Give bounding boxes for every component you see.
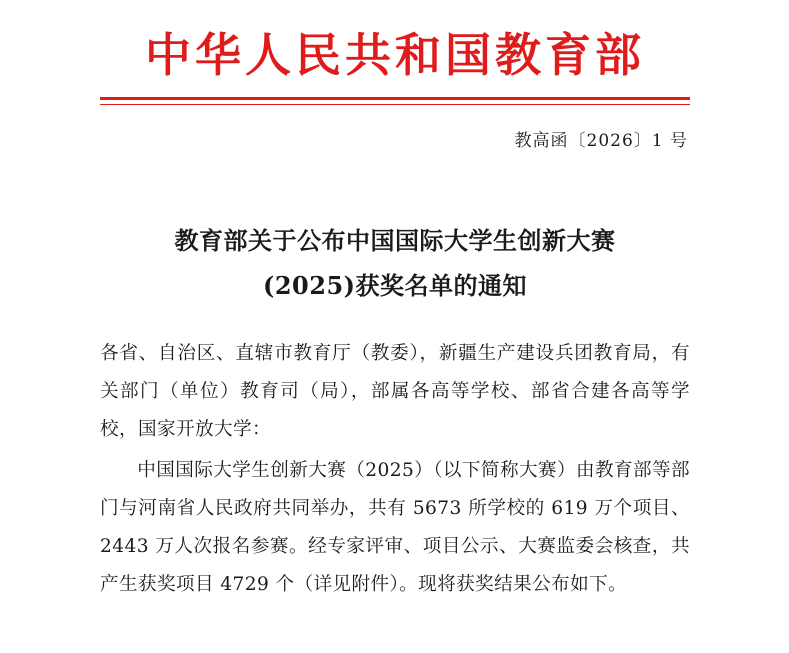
body-content: [100, 452, 690, 604]
salutation-block: [100, 335, 690, 449]
body-paragraph: 中国国际大学生创新大赛（2025）（以下简称大赛）由教育部等部门与河南省人民政府共同举办，共有 5673 所学校的 619 万个项目、2443 万人次报名参赛。经专家评审、项目公示、大赛监委会核查，共产生获奖项目 4729 个（详见附件）。现将获奖结果公布如下。: [100, 460, 690, 595]
document-title-line-2: (2025)获奖名单的通知: [262, 271, 527, 300]
salutation-text: 各省、自治区、直辖市教育厅（教委），新疆生产建设兵团教育局，有关部门（单位）教育司（局），部属各高等学校、部省合建各高等学校，国家开放大学：: [100, 343, 690, 440]
masthead-rule-thick: [100, 97, 690, 100]
document-number: 教高函〔2026〕1 号: [514, 131, 688, 151]
masthead-rule-thin: [100, 104, 690, 105]
document-title-line-1: 教育部关于公布中国国际大学生创新大赛: [174, 226, 616, 255]
masthead-organization: 中华人民共和国教育部: [145, 28, 645, 82]
